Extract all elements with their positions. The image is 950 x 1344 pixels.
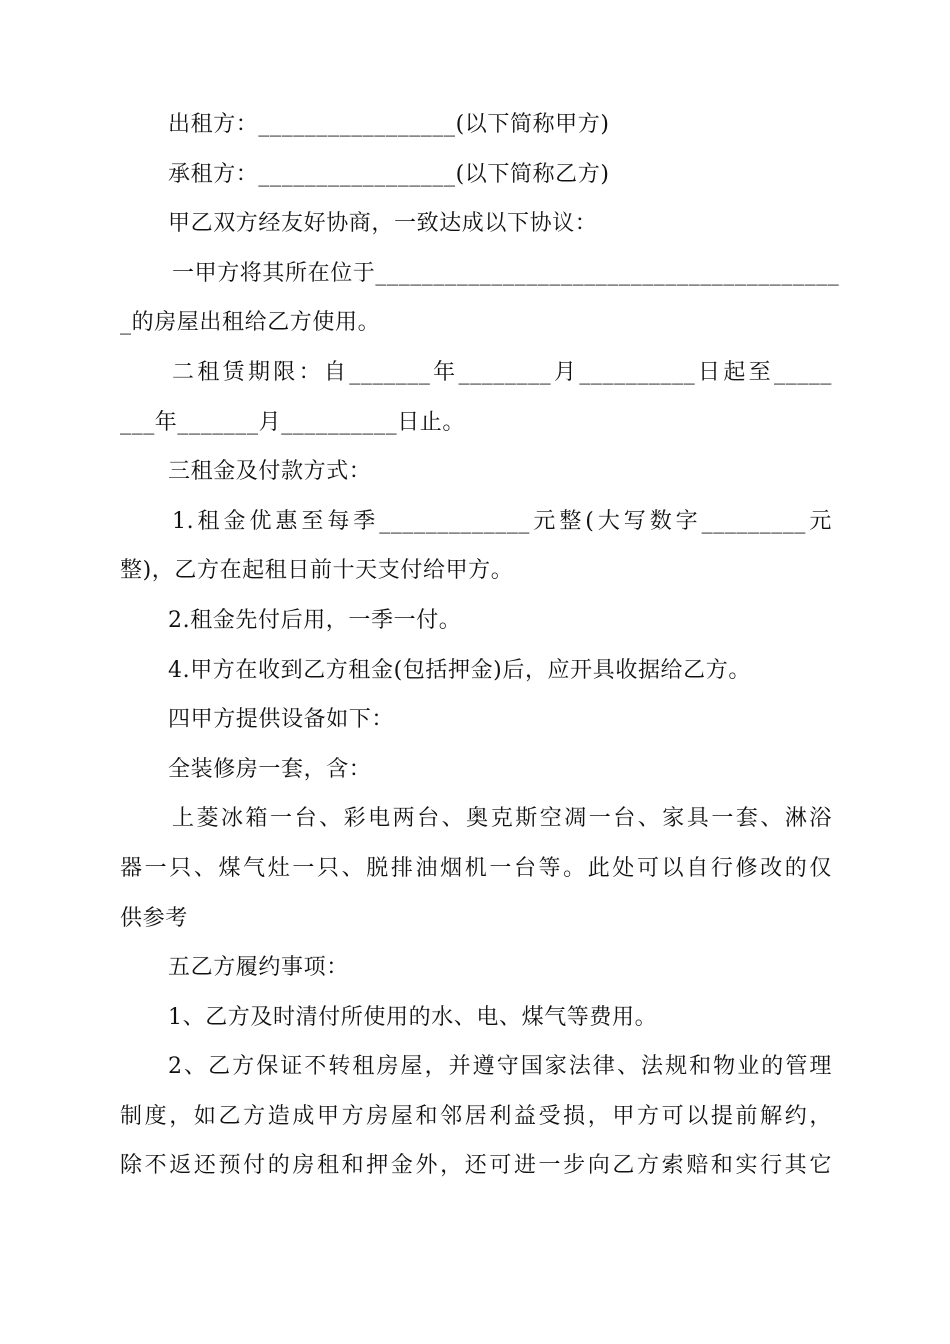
clause-4-heading: 四甲方提供设备如下：: [168, 707, 395, 733]
clause-5-item-2-line-1: 2、乙方保证不转租房屋，并遵守国家法律、法规和物业的管理: [168, 1054, 832, 1080]
clause-2-line-2: ___年_______月__________日止。: [120, 409, 466, 435]
clause-3-item-4: 4.甲方在收到乙方租金(包括押金)后，应开具收据给乙方。: [168, 657, 751, 683]
clause-3-item-2: 2.租金先付后用，一季一付。: [168, 607, 462, 633]
clause-3-heading: 三租金及付款方式：: [168, 459, 372, 485]
clause-5-heading: 五乙方履约事项：: [168, 955, 349, 981]
clause-4-equipment-line-2: 器一只、煤气灶一只、脱排油烟机一台等。此处可以自行修改的仅: [120, 855, 832, 881]
contract-body: [120, 100, 840, 1191]
clause-3-item-1-line-1: 1.租金优惠至每季_____________元整(大写数字_________元: [172, 508, 832, 534]
clause-1-line-1: 一甲方将其所在位于________________________________________: [172, 260, 840, 286]
clause-1-line-2: _的房屋出租给乙方使用。: [120, 310, 381, 336]
clause-4-equipment-line-1: 上菱冰箱一台、彩电两台、奥克斯空凋一台、家具一套、淋浴: [172, 806, 832, 832]
agreement-intro: 甲乙双方经友好协商，一致达成以下协议：: [168, 211, 598, 237]
clause-5-item-1: 1、乙方及时清付所使用的水、电、煤气等费用。: [168, 1004, 658, 1030]
clause-4-item: 全装修房一套，含：: [168, 756, 372, 782]
lessee-line: 承租方：_________________(以下简称乙方): [168, 161, 610, 187]
clause-2-line-1: 二租赁期限：自_______年________月__________日起至_____: [172, 359, 832, 385]
clause-3-item-1-line-2: 整)，乙方在起租日前十天支付给甲方。: [120, 558, 514, 584]
lessor-line: 出租方：_________________(以下简称甲方): [168, 112, 610, 137]
clause-4-equipment-line-3: 供参考: [120, 905, 188, 931]
clause-5-item-2-line-2: 制度，如乙方造成甲方房屋和邻居利益受损，甲方可以提前解约，: [120, 1103, 832, 1129]
clause-5-item-2-line-3: 除不返还预付的房租和押金外，还可进一步向乙方索赔和实行其它: [120, 1153, 832, 1179]
